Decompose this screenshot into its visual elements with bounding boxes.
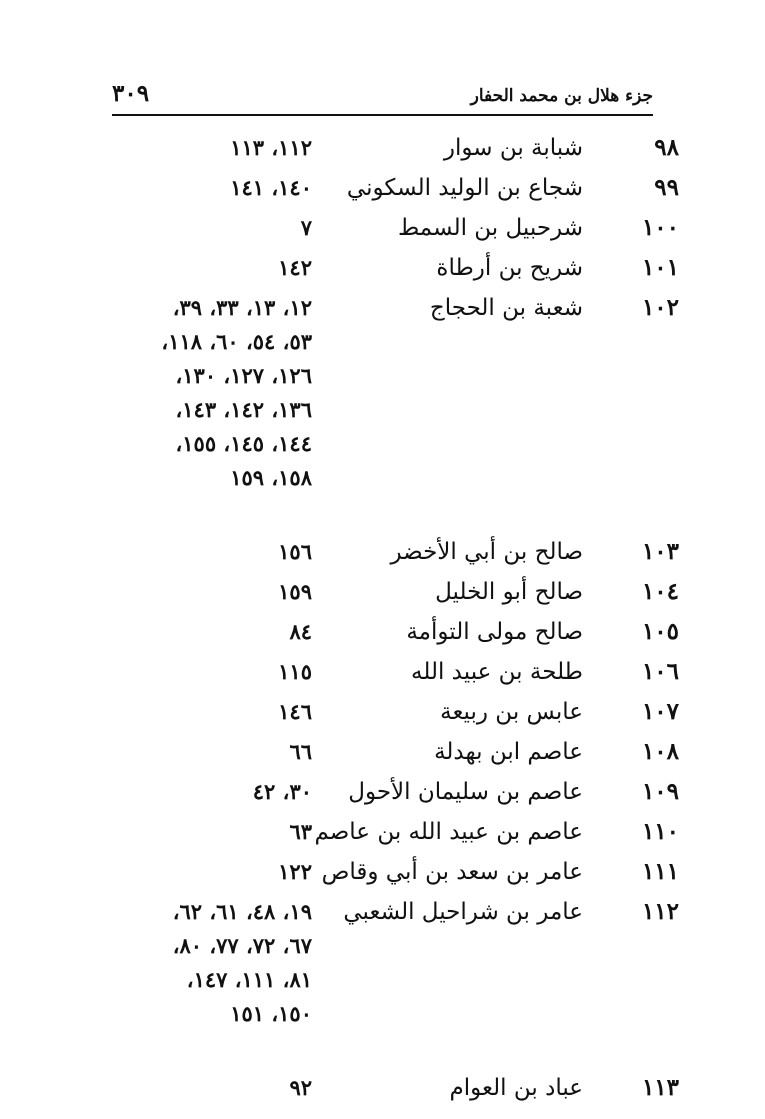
index-entry [112, 775, 679, 815]
page-references: ١٣٦، ١٤٢، ١٤٣، [175, 397, 312, 422]
entry-line [112, 615, 679, 649]
page-references: ١٢٦، ١٢٧، ١٣٠، [175, 363, 312, 388]
index-entry [112, 131, 679, 171]
page-references: ٥٣، ٥٤، ٦٠، ١١٨، [161, 329, 312, 354]
entry-number: ١٠٥ [641, 618, 679, 645]
index-entries [112, 131, 679, 1111]
index-entry [112, 291, 679, 535]
index-entry [112, 855, 679, 895]
entry-line [112, 815, 679, 849]
page-references: ٦٣ [289, 819, 312, 844]
page-number: ٣٠٩ [112, 80, 150, 107]
page-references: ٩٢ [289, 1075, 312, 1100]
page-references: ٦٧، ٧٢، ٧٧، ٨٠، [172, 933, 312, 958]
index-entry [112, 615, 679, 655]
entry-number: ١١٠ [641, 818, 679, 845]
index-entry [112, 171, 679, 211]
entry-number: ١٠١ [641, 254, 679, 281]
entry-line [112, 1071, 679, 1105]
page-references: ٣٠، ٤٢ [252, 779, 312, 804]
entry-spacer [112, 1031, 679, 1071]
entry-line [112, 895, 679, 929]
narrator-name: عاصم بن عبيد الله بن عاصم [314, 819, 583, 845]
entry-line [112, 291, 679, 325]
page-references: ١٤٦ [278, 699, 312, 724]
narrator-name: عابس بن ربيعة [440, 699, 583, 725]
page-references: ١٥٨، ١٥٩ [230, 465, 312, 490]
entry-line [112, 211, 679, 245]
page-references: ٧ [300, 215, 312, 240]
entry-line [112, 655, 679, 689]
index-entry [112, 535, 679, 575]
entry-number: ١١١ [641, 858, 679, 885]
narrator-name: شرحبيل بن السمط [397, 215, 583, 241]
narrator-name: شجاع بن الوليد السكوني [346, 175, 583, 201]
index-entry [112, 815, 679, 855]
page-references: ١٢٢ [278, 859, 312, 884]
entry-number: ٩٨ [654, 134, 679, 161]
entry-continuation-line [112, 325, 679, 359]
running-title: جزء هلال بن محمد الحفار [470, 86, 653, 106]
page-references: ١٤٠، ١٤١ [230, 175, 312, 200]
narrator-name: طلحة بن عبيد الله [411, 659, 583, 685]
page-references: ١٥٦ [278, 539, 312, 564]
index-entry [112, 895, 679, 1071]
entry-line [112, 575, 679, 609]
narrator-name: عامر بن سعد بن أبي وقاص [321, 859, 583, 885]
entry-number: ١١٣ [641, 1074, 679, 1101]
entry-continuation-line [112, 427, 679, 461]
page-references: ١١٢، ١١٣ [230, 135, 312, 160]
entry-line [112, 251, 679, 285]
entry-spacer [112, 495, 679, 535]
page-references: ١٩، ٤٨، ٦١، ٦٢، [172, 899, 312, 924]
page-references: ١٥٠، ١٥١ [230, 1001, 312, 1026]
index-entry [112, 251, 679, 291]
page-references: ٨٤ [289, 619, 312, 644]
page-header [112, 78, 653, 116]
index-entry [112, 695, 679, 735]
entry-number: ١٠٨ [641, 738, 679, 765]
entry-line [112, 535, 679, 569]
entry-line [112, 855, 679, 889]
entry-line [112, 131, 679, 165]
entry-line [112, 775, 679, 809]
index-entry [112, 575, 679, 615]
narrator-name: صالح أبو الخليل [435, 579, 583, 605]
entry-spacer [112, 1105, 679, 1111]
narrator-name: شريح بن أرطاة [436, 255, 583, 281]
entry-line [112, 171, 679, 205]
entry-continuation-line [112, 963, 679, 997]
entry-continuation-line [112, 393, 679, 427]
entry-number: ١٠٦ [641, 658, 679, 685]
entry-line [112, 695, 679, 729]
narrator-name: شبابة بن سوار [443, 135, 583, 161]
entry-number: ١٠٢ [641, 294, 679, 321]
entry-number: ١٠٩ [641, 778, 679, 805]
entry-number: ١٠٣ [641, 538, 679, 565]
narrator-name: شعبة بن الحجاج [429, 295, 583, 321]
narrator-name: عباد بن العوام [449, 1075, 583, 1101]
page-references: ٦٦ [289, 739, 312, 764]
page-references: ١١٥ [278, 659, 312, 684]
entry-continuation-line [112, 997, 679, 1031]
page-references: ١٤٤، ١٤٥، ١٥٥، [175, 431, 312, 456]
page-references: ٨١، ١١١، ١٤٧، [186, 967, 312, 992]
index-entry [112, 655, 679, 695]
narrator-name: عاصم بن سليمان الأحول [348, 779, 583, 805]
entry-number: ١٠٠ [641, 214, 679, 241]
index-entry [112, 211, 679, 251]
entry-continuation-line [112, 461, 679, 495]
entry-number: ٩٩ [654, 174, 679, 201]
index-entry [112, 735, 679, 775]
page-references: ١٥٩ [278, 579, 312, 604]
narrator-name: صالح بن أبي الأخضر [390, 539, 583, 565]
page-references: ١٢، ١٣، ٣٣، ٣٩، [172, 295, 312, 320]
entry-number: ١٠٤ [641, 578, 679, 605]
narrator-name: عاصم ابن بهدلة [434, 739, 583, 765]
narrator-name: عامر بن شراحيل الشعبي [343, 899, 583, 925]
index-entry [112, 1071, 679, 1111]
entry-number: ١٠٧ [641, 698, 679, 725]
entry-number: ١١٢ [641, 898, 679, 925]
narrator-name: صالح مولى التوأمة [406, 619, 583, 645]
entry-continuation-line [112, 929, 679, 963]
entry-line [112, 735, 679, 769]
page-references: ١٤٢ [278, 255, 312, 280]
entry-continuation-line [112, 359, 679, 393]
